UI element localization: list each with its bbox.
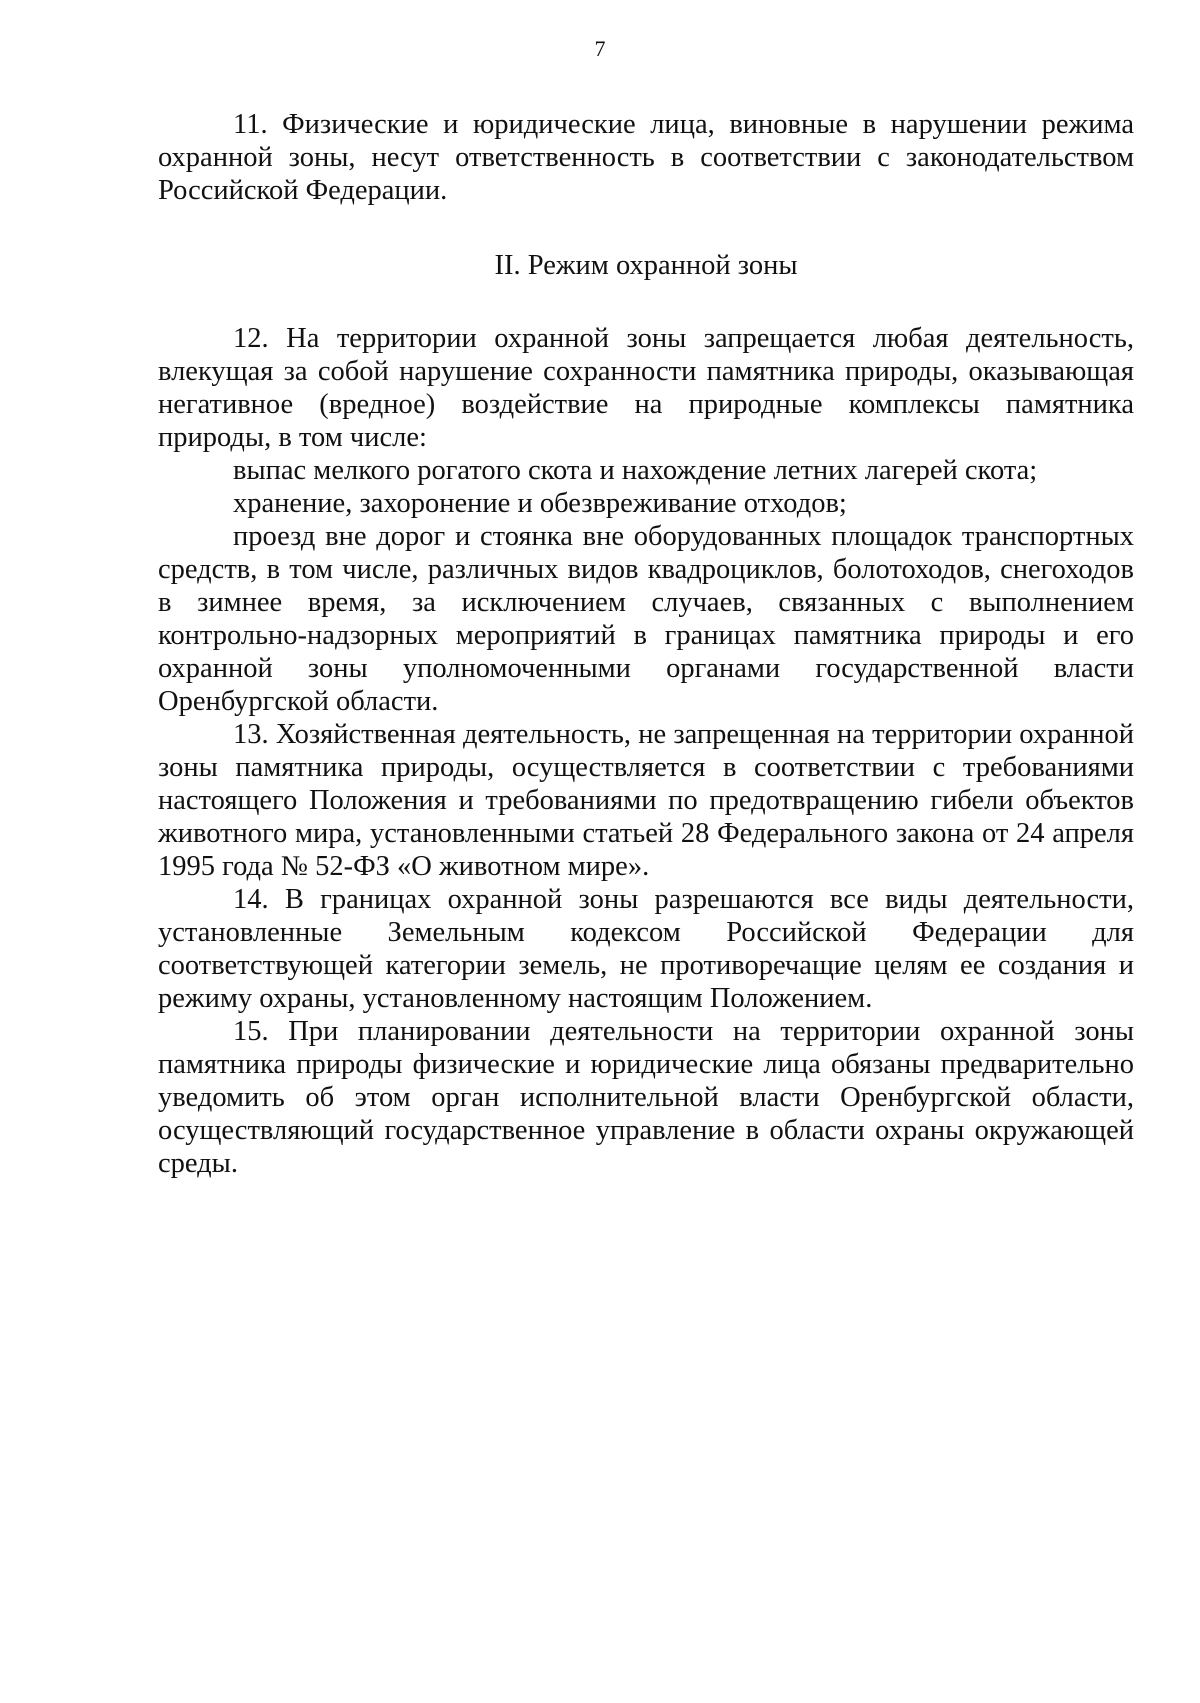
paragraph-item-12: 12. На территории охранной зоны запрещается любая деятельность, влекущая за собой нарушение сохранности памятника природы, оказывающая негативное (вредное) воздействие на природные комплексы памятника природы, в том числе: bbox=[158, 323, 1134, 453]
paragraph-item-13: 13. Хозяйственная деятельность, не запрещенная на территории охранной зоны памятника природы, осуществляется в соответствии с требованиями настоящего Положения и требованиями по предотвращению гибели объектов животного мира, установленными статьей 28 Федерального закона от 24 апреля 1995 года № 52-ФЗ «О животном мире». bbox=[158, 719, 1134, 882]
list-item-waste: хранение, захоронение и обезвреживание отходов; bbox=[233, 488, 847, 519]
document-body bbox=[158, 108, 1134, 1180]
page-number: 7 bbox=[594, 36, 606, 61]
list-item-vehicles: проезд вне дорог и стоянка вне оборудованных площадок транспортных средств, в том числе, различных видов квадроциклов, болотоходов, снегоходов в зимнее время, за исключением случаев, связанных с выполнением контрольно-надзорных мероприятий в границах памятника природы и его охранной зоны уполномоченными органами государственной власти Оренбургской области. bbox=[158, 521, 1134, 717]
paragraph-item-15: 15. При планировании деятельности на территории охранной зоны памятника природы физические и юридические лица обязаны предварительно уведомить об этом орган исполнительной власти Оренбургской области, осуществляющий государственное управление в области охраны окружающей среды. bbox=[158, 1016, 1134, 1179]
paragraph-item-11: 11. Физические и юридические лица, виновные в нарушении режима охранной зоны, несут ответственность в соответствии с законодательством Российской Федерации. bbox=[158, 109, 1134, 206]
paragraph-item-14: 14. В границах охранной зоны разрешаются все виды деятельности, установленные Земельным кодексом Российской Федерации для соответствующей категории земель, не противоречащие целям ее создания и режиму охраны, установленному настоящим Положением. bbox=[158, 884, 1134, 1014]
section-heading: II. Режим охранной зоны bbox=[494, 250, 798, 281]
list-item-grazing: выпас мелкого рогатого скота и нахождение летних лагерей скота; bbox=[233, 455, 1038, 486]
